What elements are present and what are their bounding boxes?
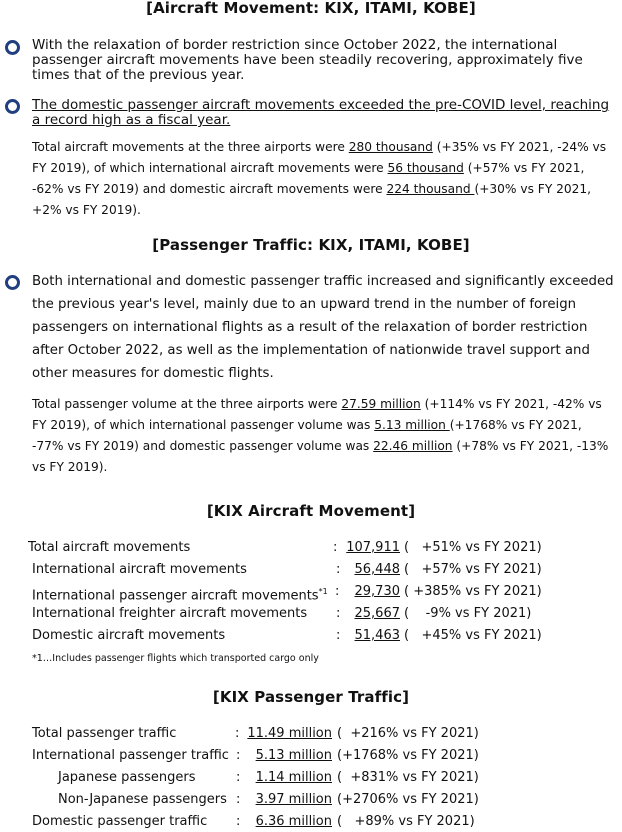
row-compare: ( +216% vs FY 2021) [337, 726, 479, 741]
row-colon: : [336, 562, 341, 577]
row-label [32, 582, 328, 606]
aircraft-detail-paragraph [32, 137, 617, 221]
row-compare: ( +51% vs FY 2021) [404, 540, 542, 555]
aircraft-bullet-2: The domestic passenger aircraft movements exceeded the pre-COVID level, reaching a record high as a fiscal year. [32, 97, 610, 128]
label-text: International passenger aircraft movements [32, 588, 319, 604]
row-value: 29,730 [354, 584, 400, 599]
row-value: 6.36 million [255, 814, 332, 829]
row-compare: ( +831% vs FY 2021) [337, 770, 479, 785]
row-value: 3.97 million [255, 792, 332, 807]
row-compare: ( -9% vs FY 2021) [404, 606, 532, 621]
row-label: Japanese passengers [58, 770, 196, 785]
row-value: 107,911 [346, 540, 400, 555]
kix-aircraft-heading: [KIX Aircraft Movement] [206, 502, 416, 520]
row-compare: (+2706% vs FY 2021) [337, 792, 479, 807]
row-compare: ( +385% vs FY 2021) [404, 584, 542, 599]
passenger-traffic-heading: [Passenger Traffic: KIX, ITAMI, KOBE] [152, 236, 470, 254]
row-label: Domestic passenger traffic [32, 814, 208, 829]
row-compare: ( +57% vs FY 2021) [404, 562, 542, 577]
passenger-detail-paragraph [32, 394, 617, 478]
circle-bullet-icon [5, 99, 20, 114]
detail-text: Total aircraft movements at the three airports were [32, 140, 349, 154]
detail-text: (+30% vs FY 2021, +2% vs FY 2019). [32, 182, 592, 217]
row-label: Non-Japanese passengers [58, 792, 227, 807]
row-value: 11.49 million [247, 726, 332, 741]
circle-bullet-icon [5, 275, 20, 290]
detail-value: 56 thousand [387, 161, 464, 175]
row-label: Total aircraft movements [28, 540, 191, 555]
detail-value: 27.59 million [341, 397, 421, 411]
footnote-marker: *1 [318, 587, 328, 596]
footnote: *1…Includes passenger flights which transported cargo only [32, 653, 319, 664]
row-value: 56,448 [354, 562, 400, 577]
row-colon: : [336, 628, 341, 643]
row-colon: : [236, 770, 241, 785]
row-colon: : [333, 540, 338, 555]
passenger-bullet-1: Both international and domestic passenger traffic increased and significantly exceeded the previous year's level, mainly due to an upward trend in the number of foreign passengers on international flights as a result of the relaxation of border restriction after October 2022, as well as the implementation of nationwide travel support and other measures for domestic flights. [32, 274, 614, 381]
detail-text: (+35% vs FY 2021, -24% vs FY 2019), of which international aircraft movements were [32, 140, 607, 175]
detail-text: (+114% vs FY 2021, -42% vs FY 2019), of which international passenger volume was [32, 397, 602, 432]
aircraft-bullet-1: With the relaxation of border restriction since October 2022, the international passenger aircraft movements have been steadily recovering, approximately five times that of the previous year. [32, 37, 583, 83]
row-colon: : [236, 792, 241, 807]
detail-text: (+78% vs FY 2021, -13% vs FY 2019). [32, 439, 609, 474]
row-label: International passenger traffic [32, 748, 229, 763]
row-label: Total passenger traffic [32, 726, 177, 741]
row-colon: : [236, 814, 241, 829]
row-colon: : [235, 726, 240, 741]
row-colon: : [335, 584, 340, 599]
row-value: 5.13 million [255, 748, 332, 763]
circle-bullet-icon [5, 40, 20, 55]
detail-text: Total passenger volume at the three airports were [32, 397, 342, 411]
kix-passenger-heading: [KIX Passenger Traffic] [212, 688, 410, 706]
detail-value: 224 thousand [386, 182, 475, 196]
row-compare: ( +45% vs FY 2021) [404, 628, 542, 643]
detail-value: 280 thousand [348, 140, 433, 154]
detail-value: 22.46 million [373, 439, 453, 453]
row-compare: ( +89% vs FY 2021) [337, 814, 475, 829]
aircraft-movement-heading: [Aircraft Movement: KIX, ITAMI, KOBE] [146, 0, 476, 17]
row-value: 1.14 million [255, 770, 332, 785]
row-label: Domestic aircraft movements [32, 628, 226, 643]
row-colon: : [336, 606, 341, 621]
detail-text: (+1768% vs FY 2021, -77% vs FY 2019) and domestic passenger volume was [32, 418, 582, 453]
row-colon: : [236, 748, 241, 763]
row-label: International aircraft movements [32, 562, 247, 577]
row-compare: (+1768% vs FY 2021) [337, 748, 479, 763]
row-value: 25,667 [354, 606, 400, 621]
row-label: International freighter aircraft movements [32, 606, 308, 621]
row-value: 51,463 [354, 628, 400, 643]
detail-text: (+57% vs FY 2021, -62% vs FY 2019) and domestic aircraft movements were [32, 161, 585, 196]
detail-value: 5.13 million [374, 418, 450, 432]
